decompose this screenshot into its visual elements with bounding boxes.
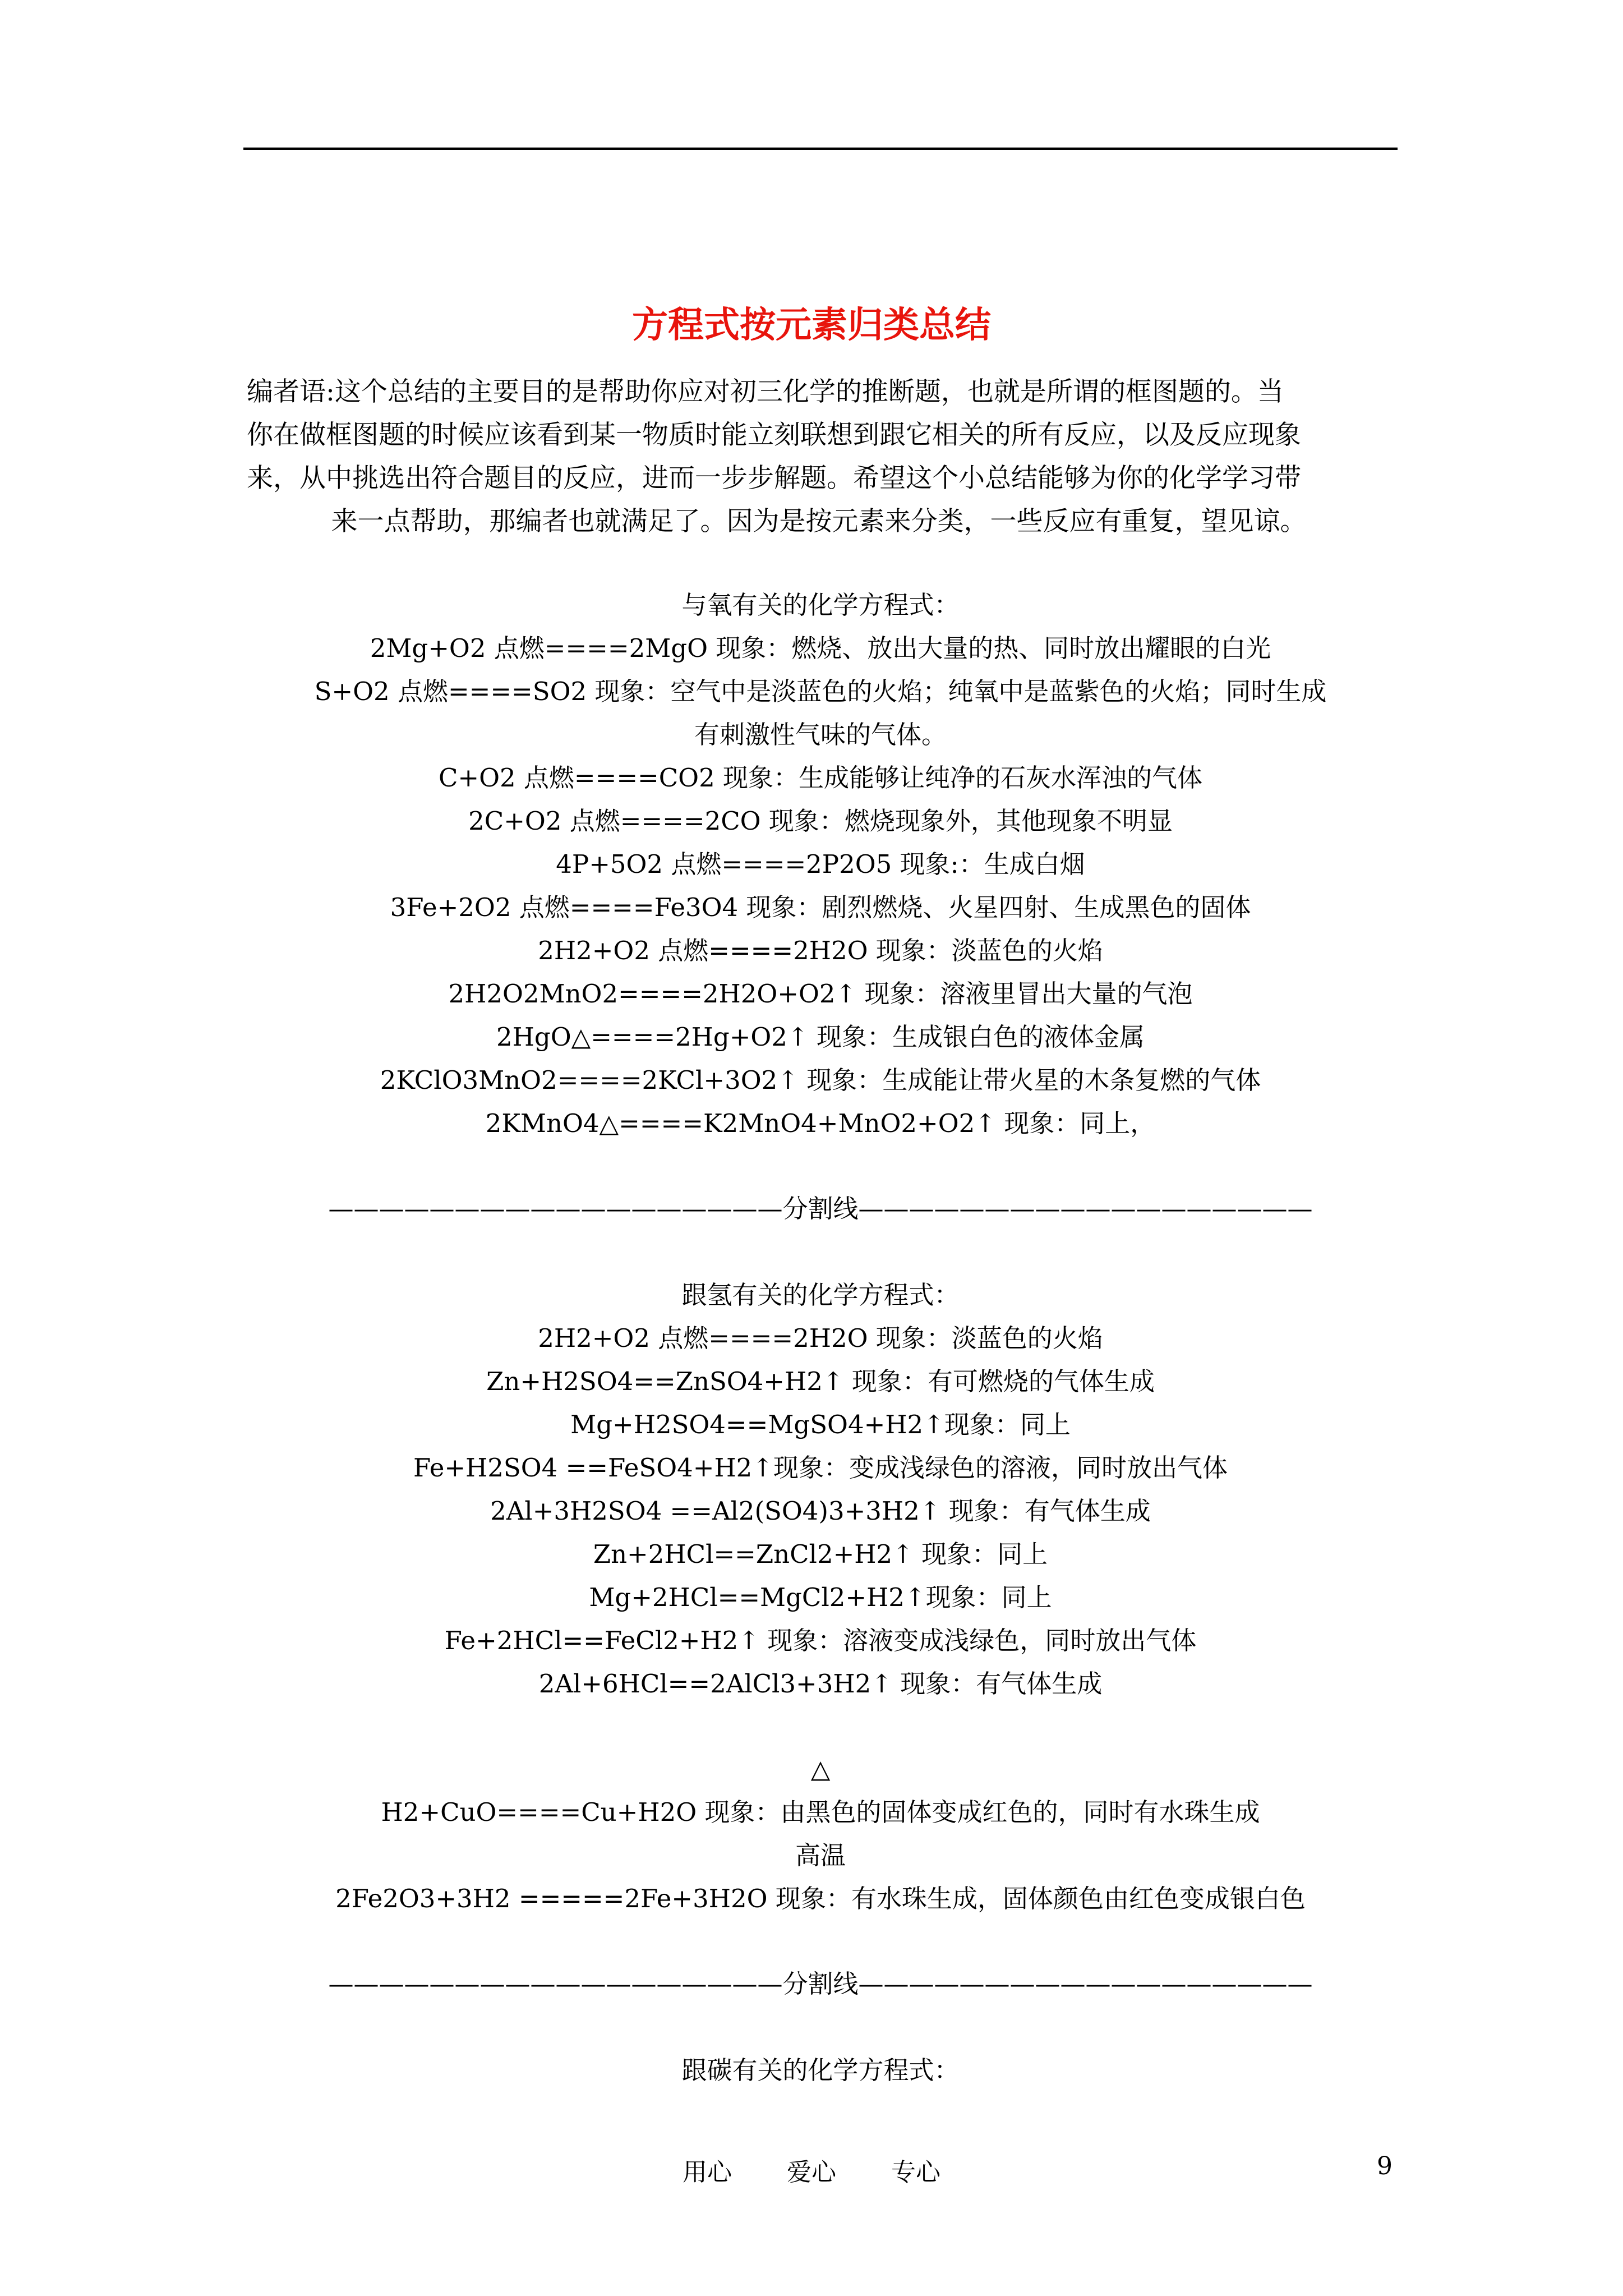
section-divider: ——————————————————分割线——————————————————	[328, 1194, 1313, 1223]
footer-motto-item: 用心	[683, 2158, 732, 2187]
equation-line: Fe+2HCl==FeCl2+H2↑ 现象：溶液变成浅绿色，同时放出气体	[444, 1626, 1197, 1655]
section-heading: 与氧有关的化学方程式：	[681, 590, 960, 620]
equation-line: Mg+H2SO4==MgSO4+H2↑现象：同上	[570, 1410, 1071, 1439]
condition-high-temp: 高温	[795, 1841, 846, 1870]
equation-line: 2Fe2O3+3H2 =====2Fe+3H2O 现象：有水珠生成，固体颜色由红色变成银白色	[335, 1884, 1306, 1913]
equation-line: Zn+H2SO4==ZnSO4+H2↑ 现象：有可燃烧的气体生成	[486, 1366, 1155, 1396]
page-number: 9	[1377, 2152, 1393, 2180]
equation-line: 2H2+O2 点燃====2H2O 现象：淡蓝色的火焰	[538, 936, 1103, 965]
oxygen-section	[243, 583, 1398, 1145]
equation-line: Mg+2HCl==MgCl2+H2↑现象：同上	[589, 1582, 1052, 1612]
intro-line: 你在做框图题的时候应该看到某一物质时能立刻联想到跟它相关的所有反应，以及反应现象	[247, 420, 1301, 450]
footer-motto-item: 爱心	[787, 2158, 836, 2187]
footer-motto-item: 专心	[891, 2158, 940, 2187]
intro-line: 来一点帮助，那编者也就满足了。因为是按元素来分类，一些反应有重复，望见谅。	[331, 506, 1307, 537]
equation-line: 4P+5O2 点燃====2P2O5 现象:：生成白烟	[556, 849, 1085, 879]
equation-line: 2KClO3MnO2====2KCl+3O2↑ 现象：生成能让带火星的木条复燃的气体	[380, 1065, 1261, 1095]
equation-line: Fe+H2SO4 ==FeSO4+H2↑现象：变成浅绿色的溶液，同时放出气体	[413, 1453, 1228, 1483]
condition-heat-symbol: △	[810, 1754, 831, 1784]
equation-line: 2Al+6HCl==2AlCl3+3H2↑ 现象：有气体生成	[538, 1669, 1103, 1699]
equation-line: 2HgO△====2Hg+O2↑ 现象：生成银白色的液体金属	[496, 1022, 1145, 1052]
header-rule	[243, 148, 1398, 150]
equation-line: 2Mg+O2 点燃====2MgO 现象：燃烧、放出大量的热、同时放出耀眼的白光	[370, 633, 1271, 663]
equation-line: 2H2+O2 点燃====2H2O 现象：淡蓝色的火焰	[538, 1323, 1103, 1353]
equation-line: 3Fe+2O2 点燃====Fe3O4 现象：剧烈燃烧、火星四射、生成黑色的固体	[390, 892, 1251, 922]
equation-line: 2H2O2MnO2====2H2O+O2↑ 现象：溶液里冒出大量的气泡	[448, 979, 1193, 1009]
section-heading: 跟氢有关的化学方程式：	[681, 1280, 960, 1310]
intro-line: 来，从中挑选出符合题目的反应，进而一步步解题。希望这个小总结能够为你的化学学习带	[247, 463, 1301, 494]
intro-line: 编者语:这个总结的主要目的是帮助你应对初三化学的推断题，也就是所谓的框图题的。当	[247, 376, 1284, 407]
reduction-equations	[243, 1747, 1398, 1920]
editor-note	[247, 370, 1391, 543]
equation-line: 有刺激性气味的气体。	[694, 720, 947, 749]
page-title: 方程式按元素归类总结	[632, 305, 991, 346]
equation-line: C+O2 点燃====CO2 现象：生成能够让纯净的石灰水浑浊的气体	[438, 763, 1203, 793]
section-divider: ——————————————————分割线——————————————————	[328, 1969, 1313, 1999]
equation-line: 2Al+3H2SO4 ==Al2(SO4)3+3H2↑ 现象：有气体生成	[490, 1496, 1151, 1526]
equation-line: 2C+O2 点燃====2CO 现象：燃烧现象外，其他现象不明显	[468, 806, 1173, 836]
equation-line: 2KMnO4△====K2MnO4+MnO2+O2↑ 现象：同上，	[485, 1108, 1156, 1138]
equation-line: Zn+2HCl==ZnCl2+H2↑ 现象：同上	[593, 1539, 1048, 1569]
equation-line: H2+CuO====Cu+H2O 现象：由黑色的固体变成红色的，同时有水珠生成	[381, 1797, 1260, 1827]
section-heading: 跟碳有关的化学方程式：	[681, 2055, 960, 2085]
equation-line: S+O2 点燃====SO2 现象：空气中是淡蓝色的火焰；纯氧中是蓝紫色的火焰；同时生成	[314, 677, 1327, 706]
carbon-section	[243, 2049, 1398, 2092]
hydrogen-section	[243, 1273, 1398, 1705]
